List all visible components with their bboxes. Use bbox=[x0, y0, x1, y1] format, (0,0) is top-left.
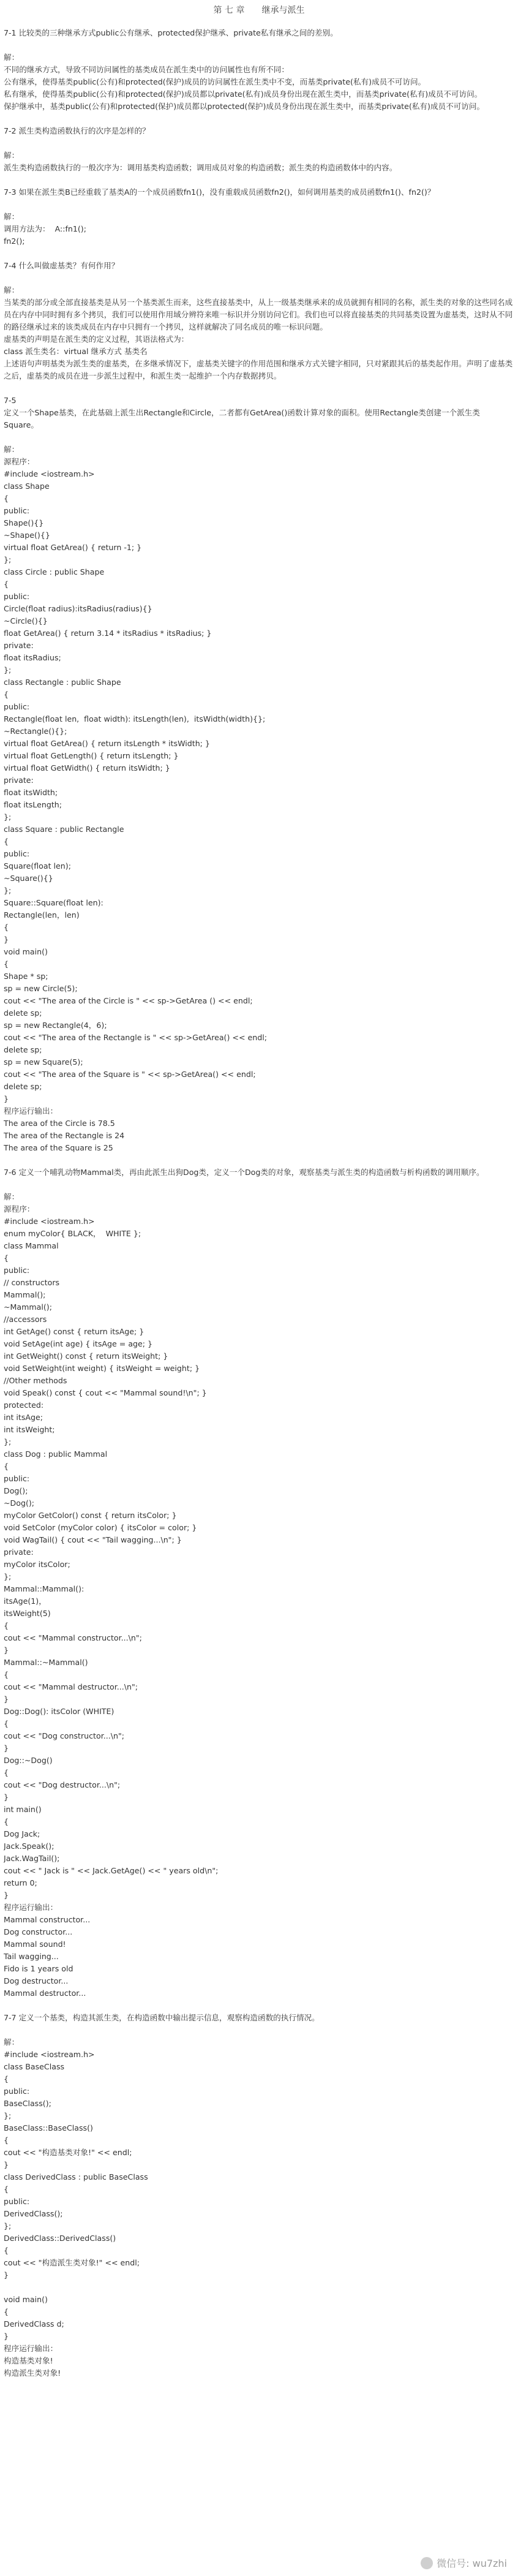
text-line: Mammal sound! bbox=[4, 1940, 66, 1949]
text-line: class Dog : public Mammal bbox=[4, 1449, 108, 1459]
text-line bbox=[4, 198, 514, 211]
text-line: 定义一个Shape基类，在此基础上派生出Rectangle和Circle，二者都有GetArea()函数计算对象的面积。使用Rectangle类创建一个派生类Square。 bbox=[4, 408, 480, 429]
text-line: Jack.Speak(); bbox=[4, 1841, 54, 1851]
text-line: cout << "构造派生类对象!" << endl; bbox=[4, 2258, 140, 2267]
text-line bbox=[4, 2024, 514, 2036]
text-line: { bbox=[4, 2074, 9, 2083]
text-line: itsAge(1)， bbox=[4, 1596, 47, 1606]
text-line: 源程序： bbox=[4, 457, 35, 466]
text-line: { bbox=[4, 1768, 9, 1777]
text-line bbox=[4, 113, 514, 125]
text-line: fn2(); bbox=[4, 236, 25, 246]
text-line: 7-3 如果在派生类B已经重载了基类A的一个成员函数fn1()，没有重载成员函数fn2()，如何调用基类的成员函数fn1()、fn2()？ bbox=[4, 187, 435, 197]
text-line: //accessors bbox=[4, 1315, 47, 1324]
text-line: ~Shape(){} bbox=[4, 531, 50, 540]
text-line: 解： bbox=[4, 445, 20, 454]
text-line: Circle(float radius):itsRadius(radius){} bbox=[4, 604, 152, 613]
text-line: 构造基类对象! bbox=[4, 2356, 53, 2365]
text-line: protected: bbox=[4, 1400, 44, 1410]
text-line: int GetWeight() const { return itsWeight; } bbox=[4, 1351, 168, 1361]
text-line: #include <iostream.h> bbox=[4, 2050, 95, 2059]
text-line: float GetArea() { return 3.14 * itsRadius * itsRadius; } bbox=[4, 629, 212, 638]
text-line: public: bbox=[4, 2087, 30, 2096]
text-line: ~Rectangle(){}; bbox=[4, 727, 67, 736]
text-line: itsWeight(5) bbox=[4, 1609, 51, 1618]
text-line bbox=[4, 1154, 514, 1166]
text-line: 解： bbox=[4, 2038, 20, 2047]
text-line: void main() bbox=[4, 947, 48, 956]
text-line bbox=[4, 137, 514, 149]
text-line: 解： bbox=[4, 212, 20, 221]
text-line: class Rectangle : public Shape bbox=[4, 678, 121, 687]
text-line: ~Square(){} bbox=[4, 874, 53, 883]
text-line: float itsWidth; bbox=[4, 788, 58, 797]
wechat-icon bbox=[421, 2557, 433, 2569]
text-line: Fido is 1 years old bbox=[4, 1964, 73, 1973]
text-line: virtual float GetArea() { return -1; } bbox=[4, 543, 142, 552]
text-line: ~Circle(){} bbox=[4, 616, 48, 625]
text-line: ~Mammal(); bbox=[4, 1302, 52, 1312]
text-line: virtual float GetArea() { return itsLength * itsWidth; } bbox=[4, 739, 210, 748]
text-line: Mammal constructor... bbox=[4, 1915, 91, 1924]
text-line: #include <iostream.h> bbox=[4, 1217, 95, 1226]
text-line: class Shape bbox=[4, 482, 50, 491]
text-line: } bbox=[4, 2332, 9, 2341]
wechat-watermark bbox=[421, 2556, 507, 2570]
text-line: { bbox=[4, 1817, 9, 1826]
text-line: DerivedClass(); bbox=[4, 2209, 63, 2218]
text-line bbox=[4, 174, 514, 186]
text-line: 源程序： bbox=[4, 1204, 35, 1214]
text-line: class Square : public Rectangle bbox=[4, 825, 124, 834]
text-line: sp = new Circle(5); bbox=[4, 984, 78, 993]
text-line: } bbox=[4, 1792, 9, 1802]
text-line: }; bbox=[4, 1437, 12, 1446]
text-line: 虚基类的声明是在派生类的定义过程，其语法格式为： bbox=[4, 334, 189, 344]
text-line: }; bbox=[4, 2111, 12, 2120]
text-line: } bbox=[4, 1645, 9, 1655]
text-line: 程序运行输出： bbox=[4, 2344, 58, 2353]
text-line: delete sp; bbox=[4, 1008, 42, 1018]
text-line: DerivedClass d; bbox=[4, 2319, 64, 2329]
text-line: { bbox=[4, 2136, 9, 2145]
text-line: 上述语句声明基类为派生类的虚基类，在多继承情况下，虚基类关键字的作用范围和继承方式关键字相同，只对紧跟其后的基类起作用。声明了虚基类之后，虚基类的成员在进一步派生过程中，和派生类一起维护一个内存数据拷贝。 bbox=[4, 359, 513, 380]
text-line: class DerivedClass : public BaseClass bbox=[4, 2172, 148, 2181]
text-line: 7-5 bbox=[4, 396, 17, 405]
text-line: Dog Jack; bbox=[4, 1829, 40, 1838]
text-line: delete sp; bbox=[4, 1045, 42, 1054]
text-line: void SetColor (myColor color) { itsColor = color; } bbox=[4, 1523, 197, 1532]
text-line: Mammal destructor... bbox=[4, 1989, 86, 1998]
text-line: void WagTail() { cout << "Tail wagging...\n"; } bbox=[4, 1535, 182, 1544]
text-line: virtual float GetWidth() { return itsWidth; } bbox=[4, 763, 170, 772]
text-line: public: bbox=[4, 592, 30, 601]
text-line: 7-2 派生类构造函数执行的次序是怎样的？ bbox=[4, 126, 150, 135]
document-body bbox=[4, 27, 514, 2379]
text-line: 当某类的部分或全部直接基类是从另一个基类派生而来，这些直接基类中，从上一级基类继承来的成员就拥有相同的名称，派生类的对象的这些同名成员在内存中同时拥有多个拷贝，我们可以使用作用域分辨符来唯一标识并分别访问它们。我们也可以将直接基类的共同基类设置为虚基类，这时从不同的路径继承过来的该类成员在内存中只拥有一个拷贝，这样就解决了同名成员的唯一标识问题。 bbox=[4, 298, 513, 331]
text-line: Rectangle(float len, float width): itsLength(len), itsWidth(width){}; bbox=[4, 714, 266, 723]
text-line: int GetAge() const { return itsAge; } bbox=[4, 1327, 145, 1336]
text-line: Dog::~Dog() bbox=[4, 1756, 53, 1765]
text-line: float itsLength; bbox=[4, 800, 62, 809]
text-line: 私有继承，使得基类public(公有)和protected(保护)成员都以private(私有)成员身份出现在派生类中，而基类private(私有)成员不可访问。 bbox=[4, 89, 482, 99]
text-line: { bbox=[4, 1621, 9, 1630]
text-line: 程序运行输出： bbox=[4, 1106, 58, 1116]
text-line: 解： bbox=[4, 151, 20, 160]
text-line: Tail wagging... bbox=[4, 1952, 59, 1961]
text-line: Dog constructor... bbox=[4, 1927, 73, 1936]
text-line: { bbox=[4, 923, 9, 932]
text-line: void SetWeight(int weight) { itsWeight = weight; } bbox=[4, 1364, 200, 1373]
text-line: private: bbox=[4, 641, 34, 650]
text-line: 7-7 定义一个基类，构造其派生类，在构造函数中输出提示信息，观察构造函数的执行情况。 bbox=[4, 2013, 320, 2022]
text-line: { bbox=[4, 1462, 9, 1471]
text-line: Mammal::~Mammal() bbox=[4, 1658, 88, 1667]
text-line: //Other methods bbox=[4, 1376, 67, 1385]
text-line: }; bbox=[4, 812, 12, 822]
text-line: sp = new Square(5); bbox=[4, 1057, 83, 1067]
text-line: }; bbox=[4, 2221, 12, 2230]
text-line: public: bbox=[4, 1266, 30, 1275]
text-line: } bbox=[4, 2270, 9, 2279]
watermark-text: 微信号: wu7zhi bbox=[437, 2558, 507, 2569]
text-line bbox=[4, 1179, 514, 1191]
text-line: class 派生类名：virtual 继承方式 基类名 bbox=[4, 347, 148, 356]
text-line: BaseClass(); bbox=[4, 2099, 51, 2108]
text-line: public: bbox=[4, 702, 30, 711]
text-line: { bbox=[4, 494, 9, 503]
text-line: class Circle : public Shape bbox=[4, 567, 105, 576]
text-line: 派生类构造函数执行的一般次序为：调用基类构造函数；调用成员对象的构造函数；派生类的构造函数体中的内容。 bbox=[4, 163, 397, 172]
text-line: }; bbox=[4, 1572, 12, 1581]
text-line: 构造派生类对象! bbox=[4, 2368, 61, 2378]
text-line: 不同的继承方式，导致不同访问属性的基类成员在派生类中的访问属性也有所不同： bbox=[4, 65, 289, 74]
text-line: } bbox=[4, 1890, 9, 1900]
text-line: 7-1 比较类的三种继承方式public公有继承、protected保护继承、private私有继承之间的差别。 bbox=[4, 28, 338, 37]
text-line: Mammal(); bbox=[4, 1290, 46, 1299]
text-line: 保护继承中，基类public(公有)和protected(保护)成员都以protected(保护)成员身份出现在派生类中，而基类private(私有)成员不可访问。 bbox=[4, 102, 485, 111]
chapter-title: 第 七 章 继承与派生 bbox=[213, 6, 305, 15]
text-line: int itsAge; bbox=[4, 1413, 43, 1422]
text-line: DerivedClass::DerivedClass() bbox=[4, 2234, 116, 2243]
text-line: cout << "Dog destructor...\n"; bbox=[4, 1780, 121, 1789]
text-line: 解： bbox=[4, 53, 20, 62]
text-line: Rectangle(len，len) bbox=[4, 910, 80, 920]
text-line: { bbox=[4, 580, 9, 589]
text-line: public: bbox=[4, 1474, 30, 1483]
text-line: } bbox=[4, 935, 9, 944]
text-line: The area of the Circle is 78.5 bbox=[4, 1119, 115, 1128]
text-line: ~Dog(); bbox=[4, 1498, 35, 1508]
text-line: void main() bbox=[4, 2295, 48, 2304]
text-line: delete sp; bbox=[4, 1082, 42, 1091]
text-line: BaseClass::BaseClass() bbox=[4, 2123, 93, 2132]
text-line: } bbox=[4, 1743, 9, 1753]
text-line: // constructors bbox=[4, 1278, 60, 1287]
text-line: 调用方法为： A::fn1(); bbox=[4, 224, 86, 233]
text-line: myColor itsColor; bbox=[4, 1560, 70, 1569]
text-line: Shape(){} bbox=[4, 518, 44, 527]
text-line: myColor GetColor() const { return itsColor; } bbox=[4, 1511, 177, 1520]
text-line: { bbox=[4, 1253, 9, 1263]
text-line: cout << "Mammal constructor...\n"; bbox=[4, 1633, 142, 1642]
text-line: class Mammal bbox=[4, 1241, 59, 1250]
text-line: { bbox=[4, 690, 9, 699]
text-line: cout << "构造基类对象!" << endl; bbox=[4, 2148, 132, 2157]
text-line: 7-4 什么叫做虚基类？有何作用？ bbox=[4, 261, 119, 270]
text-line: { bbox=[4, 837, 9, 846]
text-line: public: bbox=[4, 849, 30, 858]
text-line: { bbox=[4, 959, 9, 969]
text-line: { bbox=[4, 2307, 9, 2316]
text-line: #include <iostream.h> bbox=[4, 469, 95, 478]
text-line: Dog::Dog(): itsColor (WHITE) bbox=[4, 1707, 114, 1716]
text-line: sp = new Rectangle(4，6); bbox=[4, 1021, 107, 1030]
text-line: public: bbox=[4, 2197, 30, 2206]
text-line: return 0; bbox=[4, 1878, 37, 1887]
text-line: The area of the Rectangle is 24 bbox=[4, 1131, 125, 1140]
text-line: { bbox=[4, 1670, 9, 1679]
text-line: private: bbox=[4, 1547, 34, 1557]
text-line: } bbox=[4, 1694, 9, 1704]
text-line: cout << " Jack is " << Jack.GetAge() << " years old\n"; bbox=[4, 1866, 219, 1875]
text-line: 解： bbox=[4, 1192, 20, 1201]
text-line: private: bbox=[4, 776, 34, 785]
text-line: void SetAge(int age) { itsAge = age; } bbox=[4, 1339, 153, 1348]
text-line: 解： bbox=[4, 285, 20, 295]
text-line: cout << "The area of the Circle is " << sp->GetArea () << endl; bbox=[4, 996, 253, 1005]
text-line: class BaseClass bbox=[4, 2062, 65, 2071]
text-line: int itsWeight; bbox=[4, 1425, 55, 1434]
text-line: { bbox=[4, 1719, 9, 1728]
text-line bbox=[4, 382, 514, 395]
text-line bbox=[4, 39, 514, 51]
text-line: The area of the Square is 25 bbox=[4, 1143, 113, 1152]
text-line: Mammal::Mammal(): bbox=[4, 1584, 84, 1593]
text-line: cout << "The area of the Rectangle is " << sp->GetArea() << endl; bbox=[4, 1033, 267, 1042]
text-line: public: bbox=[4, 506, 30, 515]
text-line: Dog destructor... bbox=[4, 1976, 69, 1985]
text-line: { bbox=[4, 2185, 9, 2194]
text-line: } bbox=[4, 2160, 9, 2169]
text-line: }; bbox=[4, 665, 12, 674]
text-line: }; bbox=[4, 555, 12, 564]
text-line: cout << "The area of the Square is " << sp->GetArea() << endl; bbox=[4, 1070, 256, 1079]
text-line: }; bbox=[4, 886, 12, 895]
text-line: void Speak() const { cout << "Mammal sound!\n"; } bbox=[4, 1388, 207, 1397]
text-line: cout << "Mammal destructor...\n"; bbox=[4, 1682, 138, 1691]
text-line: Dog(); bbox=[4, 1486, 28, 1495]
text-line: Jack.WagTail(); bbox=[4, 1854, 60, 1863]
text-line: 公有继承，使得基类public(公有)和protected(保护)成员的访问属性在派生类中不变，而基类private(私有)成员不可访问。 bbox=[4, 77, 426, 86]
text-line: int main() bbox=[4, 1805, 42, 1814]
text-line: Square(float len); bbox=[4, 861, 71, 871]
text-line: 7-6 定义一个哺乳动物Mammal类，再由此派生出狗Dog类，定义一个Dog类的对象，观察基类与派生类的构造函数与析构函数的调用顺序。 bbox=[4, 1168, 484, 1177]
text-line: Shape * sp; bbox=[4, 972, 48, 981]
text-line bbox=[4, 2281, 514, 2294]
text-line: { bbox=[4, 2246, 9, 2255]
text-line: } bbox=[4, 1094, 9, 1103]
text-line bbox=[4, 2000, 514, 2012]
text-line bbox=[4, 247, 514, 260]
text-line: 程序运行输出： bbox=[4, 1903, 58, 1912]
text-line bbox=[4, 272, 514, 284]
text-line: Square::Square(float len): bbox=[4, 898, 103, 907]
text-line: virtual float GetLength() { return itsLength; } bbox=[4, 751, 179, 760]
text-line bbox=[4, 431, 514, 444]
text-line: enum myColor{ BLACK， WHITE }; bbox=[4, 1229, 141, 1238]
text-line: cout << "Dog constructor...\n"; bbox=[4, 1731, 124, 1740]
text-line: float itsRadius; bbox=[4, 653, 61, 662]
